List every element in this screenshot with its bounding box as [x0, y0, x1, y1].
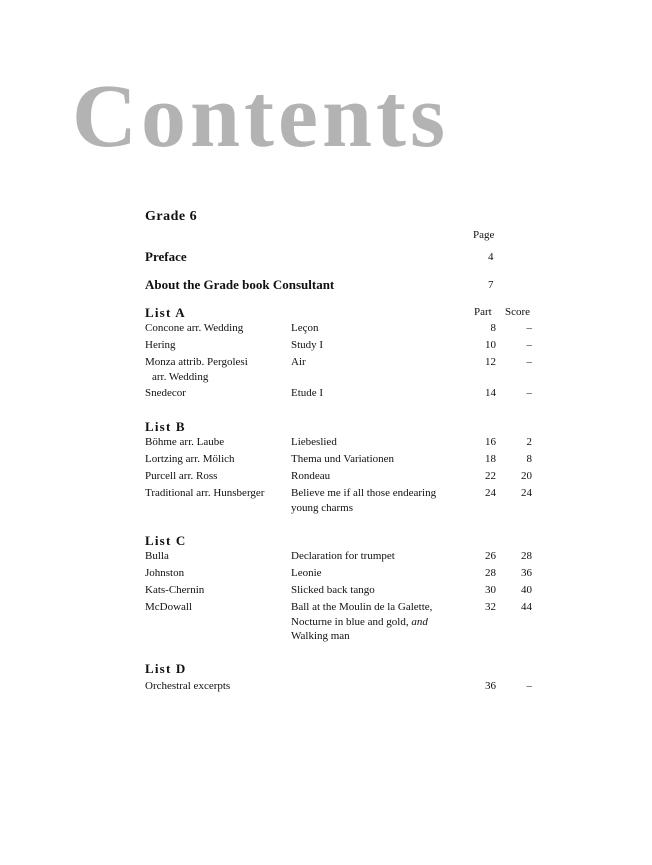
part-page: 8	[490, 322, 496, 334]
part-page: 14	[485, 387, 496, 399]
part-page: 28	[485, 567, 496, 579]
part-page: 24	[485, 487, 496, 499]
piece-title: Study I	[291, 339, 324, 351]
part-page: 26	[485, 550, 496, 562]
piece-title-continued: Nocturne in blue and gold, and	[291, 616, 428, 628]
piece-title: Leçon	[291, 322, 319, 334]
piece-title: Ball at the Moulin de la Galette,	[291, 601, 433, 613]
part-page: 16	[485, 436, 496, 448]
piece-title: Air	[291, 356, 306, 368]
composer-continued: arr. Wedding	[152, 371, 209, 383]
piece-title-continued: young charms	[291, 502, 354, 514]
preface-label: Preface	[145, 249, 187, 264]
grade-heading: Grade 6	[145, 209, 198, 224]
composer: Orchestral excerpts	[145, 680, 231, 692]
score-page: –	[526, 680, 532, 692]
list-c-heading: List C	[145, 533, 187, 548]
score-page: –	[526, 322, 532, 334]
part-page: 12	[485, 356, 496, 368]
composer: Kats-Chernin	[145, 584, 205, 596]
score-page: –	[526, 339, 532, 351]
piece-title: Thema und Variationen	[291, 453, 395, 465]
composer: Bulla	[145, 550, 169, 562]
composer: Hering	[145, 339, 176, 351]
part-page: 32	[485, 601, 496, 613]
score-page: 44	[521, 601, 532, 613]
consultant-page: 7	[488, 279, 494, 291]
score-page: 36	[521, 567, 532, 579]
preface-page: 4	[488, 251, 494, 263]
piece-title: Liebeslied	[291, 436, 337, 448]
score-page: –	[526, 387, 532, 399]
composer: Monza attrib. Pergolesi	[145, 356, 248, 368]
composer: Traditional arr. Hunsberger	[145, 487, 265, 499]
composer: Böhme arr. Laube	[145, 436, 225, 448]
part-page: 10	[485, 339, 496, 351]
score-page: 20	[521, 470, 532, 482]
composer: Snedecor	[145, 387, 186, 399]
composer: Johnston	[145, 567, 185, 579]
consultant-label: About the Grade book Consultant	[145, 277, 335, 292]
score-page: 8	[526, 453, 532, 465]
score-column-label: Score	[505, 306, 531, 318]
part-page: 30	[485, 584, 496, 596]
italic-conjunction: and	[411, 616, 428, 628]
contents-title: Contents	[72, 67, 450, 166]
part-page: 22	[485, 470, 496, 482]
score-page: 28	[521, 550, 532, 562]
score-page: 40	[521, 584, 532, 596]
list-a-heading: List A	[145, 305, 186, 320]
composer: Concone arr. Wedding	[145, 322, 244, 334]
part-column-label: Part	[474, 306, 492, 318]
list-b-heading: List B	[145, 419, 186, 434]
score-page: 2	[526, 436, 532, 448]
score-page: –	[526, 356, 532, 368]
piece-title: Declaration for trumpet	[291, 550, 395, 562]
part-page: 36	[485, 680, 496, 692]
composer: Purcell arr. Ross	[145, 470, 218, 482]
composer: McDowall	[145, 601, 193, 613]
piece-title: Etude I	[291, 387, 324, 399]
part-page: 18	[485, 453, 496, 465]
piece-title-continued: Walking man	[291, 630, 350, 642]
piece-title: Slicked back tango	[291, 584, 375, 596]
page-column-label: Page	[473, 229, 495, 241]
composer: Lortzing arr. Mölich	[145, 453, 235, 465]
piece-title: Believe me if all those endearing	[291, 487, 437, 499]
piece-title: Rondeau	[291, 470, 331, 482]
list-d-heading: List D	[145, 661, 187, 676]
piece-title: Leonie	[291, 567, 322, 579]
score-page: 24	[521, 487, 532, 499]
